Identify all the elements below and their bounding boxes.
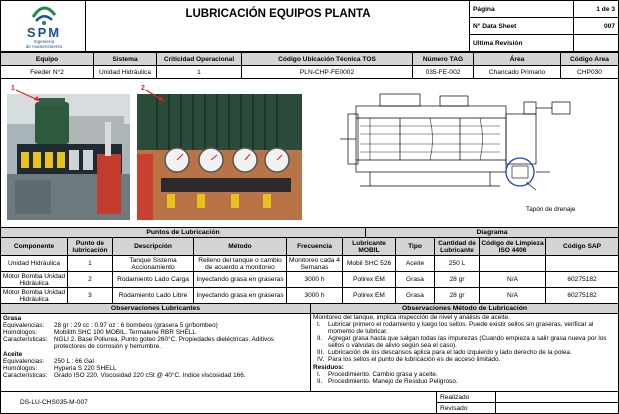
grasa-line-2-value: Mobilith SHC 100 MOBIL. Termalene RBR SHELL <box>54 329 196 336</box>
method-item-1-cont: momento de lubricar. <box>328 328 388 335</box>
photo-pressure-gauges <box>137 94 302 220</box>
method-intro: Monitoreo del tanque, implica inspección de nivel y análisis de aceite. <box>313 314 510 321</box>
points-header-metodo: Método <box>193 237 287 256</box>
method-item-4-text: Para los sellos el punto de lubricación es de acceso limitado. <box>328 356 501 363</box>
residuos-item-1-text: Procedimiento. Cambio grasa y aceite. <box>328 371 438 378</box>
aceite-line-3-label: Características: <box>3 372 48 379</box>
grasa-line-3-label: Características: <box>3 336 48 343</box>
equipment-value-tag: 035-FE-002 <box>412 65 474 79</box>
revisado-value <box>495 402 619 414</box>
points-header-cantidad: Cantidad de Lubricante <box>434 237 480 256</box>
table-row-3-cantidad: 28 gr <box>434 287 480 304</box>
grasa-line-1-label: Equivalencias: <box>3 322 45 329</box>
equipment-value-criticidad: 1 <box>156 65 242 79</box>
equipment-header-area: Área <box>473 52 561 66</box>
points-header-componente: Componente <box>0 237 68 256</box>
residuos-item-2-num: II. <box>317 378 323 385</box>
points-header-tipo: Tipo <box>395 237 435 256</box>
method-item-2-cont: sellos o válvulas de alivio según sea el caso). <box>328 342 457 349</box>
grasa-line-3-value: NGLI 2. Base Poliurea. Punto goteo 260°C. Propiedades dieléctricas. Aditivos <box>54 336 274 343</box>
table-row-3-frecuencia: 3000 h <box>286 287 343 304</box>
table-row-2-iso: N/A <box>479 271 546 288</box>
motor-technical-diagram <box>340 86 585 204</box>
table-row-2-lubricante: Polirex EM <box>342 271 396 288</box>
table-row-2-descripcion: Rodamiento Lado Carga <box>112 271 194 288</box>
aceite-line-2-label: Homólogos: <box>3 365 38 372</box>
photo-hydraulic-unit <box>7 94 130 220</box>
method-item-1-text: Lubricar primero el rodamiento y luego los sellos. Puede existir sellos sin graseras, verificar al <box>328 321 594 328</box>
table-row-3-componente: Motor Bomba Unidad Hidráulica <box>0 287 68 304</box>
table-row-1-cantidad: 250 L <box>434 255 480 272</box>
equipment-value-area: Chancado Primario <box>473 65 561 79</box>
residuos-item-1-num: I. <box>317 371 321 378</box>
table-row-3-metodo: Inyectando grasa en graseras <box>193 287 287 304</box>
table-row-3-lubricante: Polirex EM <box>342 287 396 304</box>
revision-label: Ultima Revisión <box>470 34 574 52</box>
aceite-title: Aceite <box>3 351 23 358</box>
diagram-section-title: Diagrama <box>365 227 619 238</box>
logo-subtitle: Ingeniería <box>33 39 55 44</box>
points-section-title: Puntos de Lubricación <box>0 227 366 238</box>
points-header-sap: Código SAP <box>545 237 619 256</box>
page-title: LUBRICACIÓN EQUIPOS PLANTA <box>185 8 371 20</box>
table-row-2-frecuencia: 3000 h <box>286 271 343 288</box>
spm-logo-icon <box>29 4 59 26</box>
equipment-value-sistema: Unidad Hidráulica <box>93 65 157 79</box>
table-row-2-punto: 2 <box>67 271 113 288</box>
observations-method-title: Observaciones Método de Lubricación <box>310 303 619 314</box>
logo-box <box>0 0 86 52</box>
method-item-2-text: Agregar grasa hasta que salgan todas las impurezas (Cuando empieza a salir grasa nueva por los <box>328 335 607 342</box>
points-header-punto: Punto de lubricación <box>67 237 113 256</box>
grasa-line-2-label: Homólogos: <box>3 329 38 336</box>
page-label: Página <box>470 0 574 18</box>
points-header-descripcion: Descripción <box>112 237 194 256</box>
datasheet-value: 007 <box>574 17 619 35</box>
table-row-2-cantidad: 28 gr <box>434 271 480 288</box>
page-value: 1 de 3 <box>574 0 619 18</box>
pressure-gauges-photo-icon <box>137 94 302 220</box>
grasa-line-1-value: 28 gr : 29 cc : 0.97 oz : 6 bombeos (grasera 5 gr/bombeo) <box>54 322 218 329</box>
datasheet-label: N° Data Sheet <box>470 17 574 35</box>
method-item-4-num: IV. <box>317 356 325 363</box>
table-row-2-componente: Motor Bomba Unidad Hidráulica <box>0 271 68 288</box>
table-row-1-iso <box>479 255 546 272</box>
realizado-label: Realizado <box>436 391 496 403</box>
points-header-lubricante: Lubricante MOBIL <box>342 237 396 256</box>
points-header-iso: Código de Limpieza ISO 4406 <box>479 237 546 256</box>
equipment-value-equipo: Feeder N°2 <box>0 65 94 79</box>
document-code: DS-LU-CHS035-M-007 <box>20 399 88 406</box>
table-row-3-iso: N/A <box>479 287 546 304</box>
photo-2-arrow-icon <box>144 88 168 104</box>
photo-1-arrow-icon <box>14 88 44 104</box>
aceite-line-3-value: Grado ISO 220. Viscosidad 220 cSt @ 40°C. Indice viscosidad 166. <box>54 372 246 379</box>
table-row-2-metodo: Inyectando grasa en graseras <box>193 271 287 288</box>
logo-text: SPM <box>26 25 62 40</box>
table-row-2-sap: 60275182 <box>545 271 619 288</box>
logo-subtitle-2: de mantenimiento <box>25 44 63 49</box>
method-item-2-num: II. <box>317 335 323 342</box>
table-row-1-tipo: Aceite <box>395 255 435 272</box>
equipment-header-criticidad: Criticidad Operacional <box>156 52 242 66</box>
residuos-item-2-text: Procedimiento. Manejo de Residuo Peligroso. <box>328 378 458 385</box>
drain-plug-label: Tapón de drenaje <box>526 206 576 213</box>
revisado-label: Revisado <box>436 402 496 414</box>
equipment-header-tag: Número TAG <box>412 52 474 66</box>
equipment-value-codigo-tos: PLN-CHP-FE0002 <box>241 65 413 79</box>
table-row-3-descripcion: Rodamiento Lado Libre <box>112 287 194 304</box>
equipment-header-sistema: Sistema <box>93 52 157 66</box>
photo-2-label: 2 <box>141 85 145 92</box>
residuos-title: Residuos: <box>313 364 344 371</box>
equipment-header-codigo-area: Código Area <box>560 52 619 66</box>
method-item-1-num: I. <box>317 321 321 328</box>
table-row-3-sap: 60275182 <box>545 287 619 304</box>
equipment-header-equipo: Equipo <box>0 52 94 66</box>
table-row-3-punto: 3 <box>67 287 113 304</box>
table-row-1-sap <box>545 255 619 272</box>
points-header-frecuencia: Frecuencia <box>286 237 343 256</box>
observations-lubricants-title: Observaciones Lubricantes <box>0 303 311 314</box>
revision-value <box>574 34 619 52</box>
equipment-value-codigo-area: CHP030 <box>560 65 619 79</box>
photo-1-label: 1 <box>11 85 15 92</box>
table-row-1-metodo: Relleno del tanque o cambio de acuerdo a monitoreo <box>193 255 287 272</box>
method-item-3-text: Lubricación de los descansos aplica para el lado izquierdo y lado derecho de la polea. <box>328 349 572 356</box>
table-row-1-frecuencia: Monitoreo cada 4 Semanas <box>286 255 343 272</box>
aceite-line-1-label: Equivalencias: <box>3 358 45 365</box>
table-row-1-componente: Unidad Hidráulica <box>0 255 68 272</box>
aceite-line-2-value: Hyperia S 220 SHELL <box>54 365 117 372</box>
table-row-2-tipo: Grasa <box>395 271 435 288</box>
method-item-3-num: III. <box>317 349 325 356</box>
table-row-1-lubricante: Mobil SHC 526 <box>342 255 396 272</box>
aceite-line-1-value: 250 L : 66 Gal <box>54 358 94 365</box>
grasa-line-4-value: protectores de corrosión y herrumbre. <box>54 343 161 350</box>
hydraulic-unit-photo-icon <box>7 94 130 220</box>
table-row-1-descripcion: Tanque Sistema Accionamiento <box>112 255 194 272</box>
table-row-3-tipo: Grasa <box>395 287 435 304</box>
grasa-title: Grasa <box>3 315 22 322</box>
table-row-1-punto: 1 <box>67 255 113 272</box>
equipment-header-codigo-tos: Código Ubicación Técnica TOS <box>241 52 413 66</box>
